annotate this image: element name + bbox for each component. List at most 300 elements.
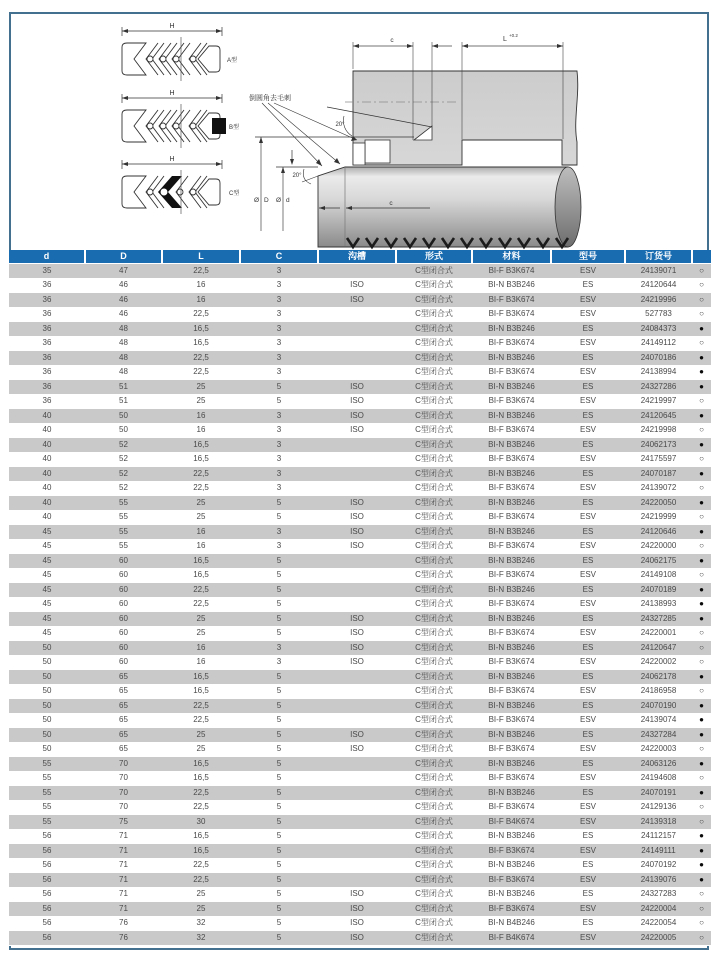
cell-C: 5 xyxy=(240,887,318,902)
cell-material: BI-F B3K674 xyxy=(472,264,551,279)
availability-dot: ○ xyxy=(692,684,711,699)
cell-L: 16 xyxy=(162,409,240,424)
cell-groove xyxy=(318,351,396,366)
table-row xyxy=(9,467,711,482)
cell-L: 25 xyxy=(162,902,240,917)
table-row xyxy=(9,409,711,424)
table-row xyxy=(9,800,711,815)
cell-C: 3 xyxy=(240,525,318,540)
cell-D: 76 xyxy=(85,931,162,946)
cell-material: BI-N B3B246 xyxy=(472,322,551,337)
cell-d: 45 xyxy=(9,554,85,569)
cell-L: 22,5 xyxy=(162,307,240,322)
col-header-L: L xyxy=(162,250,240,264)
cell-groove: ISO xyxy=(318,916,396,931)
cell-material: BI-N B3B246 xyxy=(472,641,551,656)
cell-type: C型闭合式 xyxy=(396,525,472,540)
cell-type: C型闭合式 xyxy=(396,641,472,656)
availability-dot: ○ xyxy=(692,771,711,786)
cell-D: 52 xyxy=(85,467,162,482)
cell-type: C型闭合式 xyxy=(396,699,472,714)
cell-L: 22,5 xyxy=(162,699,240,714)
cell-D: 55 xyxy=(85,525,162,540)
cell-order-no: 24070192 xyxy=(625,858,692,873)
table-row xyxy=(9,786,711,801)
cell-d: 50 xyxy=(9,684,85,699)
cell-type: C型闭合式 xyxy=(396,916,472,931)
cell-D: 60 xyxy=(85,554,162,569)
cell-d: 40 xyxy=(9,481,85,496)
cell-L: 16,5 xyxy=(162,670,240,685)
cell-order-no: 24149111 xyxy=(625,844,692,859)
cell-model: ESV xyxy=(551,742,625,757)
cell-model: ES xyxy=(551,612,625,627)
cell-type: C型闭合式 xyxy=(396,481,472,496)
cell-order-no: 24194608 xyxy=(625,771,692,786)
col-header-C: C xyxy=(240,250,318,264)
cell-groove xyxy=(318,438,396,453)
table-row xyxy=(9,438,711,453)
cell-L: 32 xyxy=(162,931,240,946)
cell-C: 5 xyxy=(240,394,318,409)
cell-model: ES xyxy=(551,699,625,714)
cell-groove xyxy=(318,568,396,583)
cell-material: BI-N B3B246 xyxy=(472,496,551,511)
cell-type: C型闭合式 xyxy=(396,612,472,627)
table-row xyxy=(9,365,711,380)
cell-C: 3 xyxy=(240,655,318,670)
cell-C: 5 xyxy=(240,844,318,859)
cell-material: BI-N B3B246 xyxy=(472,887,551,902)
availability-dot: ● xyxy=(692,699,711,714)
cell-type: C型闭合式 xyxy=(396,278,472,293)
table-row xyxy=(9,670,711,685)
cell-type: C型闭合式 xyxy=(396,452,472,467)
cell-d: 50 xyxy=(9,699,85,714)
cell-model: ES xyxy=(551,380,625,395)
cell-model: ES xyxy=(551,728,625,743)
availability-dot: ● xyxy=(692,713,711,728)
availability-dot: ○ xyxy=(692,568,711,583)
cell-D: 52 xyxy=(85,481,162,496)
cell-D: 51 xyxy=(85,380,162,395)
availability-dot: ● xyxy=(692,873,711,888)
cell-L: 16 xyxy=(162,655,240,670)
cell-type: C型闭合式 xyxy=(396,351,472,366)
cell-C: 5 xyxy=(240,771,318,786)
cell-material: BI-N B3B246 xyxy=(472,786,551,801)
rod xyxy=(318,167,568,247)
table-row xyxy=(9,293,711,308)
cell-order-no: 24120646 xyxy=(625,525,692,540)
cell-d: 56 xyxy=(9,931,85,946)
cell-material: BI-F B3K674 xyxy=(472,742,551,757)
cell-type: C型闭合式 xyxy=(396,539,472,554)
table-row xyxy=(9,844,711,859)
cell-type: C型闭合式 xyxy=(396,800,472,815)
cell-D: 70 xyxy=(85,757,162,772)
cell-groove xyxy=(318,264,396,279)
cell-model: ESV xyxy=(551,264,625,279)
cell-material: BI-F B3K674 xyxy=(472,873,551,888)
cell-order-no: 24129136 xyxy=(625,800,692,815)
cell-L: 16,5 xyxy=(162,757,240,772)
cell-C: 5 xyxy=(240,612,318,627)
cell-material: BI-F B3K674 xyxy=(472,568,551,583)
cell-material: BI-N B3B246 xyxy=(472,554,551,569)
cell-d: 40 xyxy=(9,438,85,453)
cell-L: 22,5 xyxy=(162,264,240,279)
cell-d: 40 xyxy=(9,409,85,424)
cell-C: 3 xyxy=(240,278,318,293)
dia-inner-label: d xyxy=(286,197,290,204)
cell-order-no: 24062173 xyxy=(625,438,692,453)
availability-dot: ○ xyxy=(692,510,711,525)
cell-material: BI-F B3K674 xyxy=(472,452,551,467)
availability-dot: ● xyxy=(692,409,711,424)
cell-groove: ISO xyxy=(318,278,396,293)
cell-D: 48 xyxy=(85,365,162,380)
cell-order-no: 24327283 xyxy=(625,887,692,902)
table-row xyxy=(9,873,711,888)
cell-groove xyxy=(318,800,396,815)
cell-D: 60 xyxy=(85,612,162,627)
cell-material: BI-N B3B246 xyxy=(472,467,551,482)
cell-L: 32 xyxy=(162,916,240,931)
cell-model: ESV xyxy=(551,365,625,380)
cell-model: ESV xyxy=(551,539,625,554)
cell-order-no: 24120647 xyxy=(625,641,692,656)
cell-model: ES xyxy=(551,670,625,685)
cell-order-no: 24139071 xyxy=(625,264,692,279)
profile-a-dim-label: H xyxy=(169,23,175,30)
availability-dot: ○ xyxy=(692,655,711,670)
cell-material: BI-N B3B246 xyxy=(472,438,551,453)
availability-dot: ○ xyxy=(692,641,711,656)
dia-inner-symbol: Ø xyxy=(275,197,281,204)
cell-model: ESV xyxy=(551,931,625,946)
cell-material: BI-N B3B246 xyxy=(472,351,551,366)
cell-D: 65 xyxy=(85,699,162,714)
cell-C: 3 xyxy=(240,481,318,496)
cell-groove xyxy=(318,336,396,351)
cell-model: ES xyxy=(551,916,625,931)
cell-type: C型闭合式 xyxy=(396,394,472,409)
availability-dot: ○ xyxy=(692,902,711,917)
cell-material: BI-F B3K674 xyxy=(472,481,551,496)
cell-d: 45 xyxy=(9,612,85,627)
cell-type: C型闭合式 xyxy=(396,931,472,946)
profile-b-dim-label: H xyxy=(169,90,175,97)
col-header-groove: 沟槽 xyxy=(318,250,396,264)
cell-D: 48 xyxy=(85,336,162,351)
cell-groove xyxy=(318,771,396,786)
cell-C: 3 xyxy=(240,322,318,337)
cell-order-no: 24327284 xyxy=(625,728,692,743)
cell-C: 3 xyxy=(240,641,318,656)
availability-dot: ● xyxy=(692,554,711,569)
cell-C: 3 xyxy=(240,438,318,453)
cell-D: 65 xyxy=(85,728,162,743)
catalog-table-wrap xyxy=(9,250,711,946)
cell-type: C型闭合式 xyxy=(396,365,472,380)
profile-a-drawing xyxy=(122,23,237,81)
cell-model: ES xyxy=(551,322,625,337)
availability-dot: ○ xyxy=(692,278,711,293)
cell-L: 16,5 xyxy=(162,336,240,351)
cell-d: 36 xyxy=(9,322,85,337)
cell-D: 65 xyxy=(85,713,162,728)
cell-model: ESV xyxy=(551,481,625,496)
cell-groove xyxy=(318,670,396,685)
cell-material: BI-N B3B246 xyxy=(472,525,551,540)
availability-dot: ○ xyxy=(692,815,711,830)
cell-model: ES xyxy=(551,829,625,844)
cell-C: 5 xyxy=(240,931,318,946)
cell-C: 5 xyxy=(240,597,318,612)
table-row xyxy=(9,539,711,554)
cell-C: 5 xyxy=(240,510,318,525)
cell-material: BI-N B3B246 xyxy=(472,829,551,844)
cell-order-no: 24327285 xyxy=(625,612,692,627)
table-row xyxy=(9,307,711,322)
cell-d: 45 xyxy=(9,525,85,540)
cell-L: 25 xyxy=(162,496,240,511)
cell-order-no: 527783 xyxy=(625,307,692,322)
cell-groove: ISO xyxy=(318,641,396,656)
cell-type: C型闭合式 xyxy=(396,815,472,830)
cell-order-no: 24219999 xyxy=(625,510,692,525)
cell-order-no: 24112157 xyxy=(625,829,692,844)
cell-L: 16 xyxy=(162,525,240,540)
cell-L: 16,5 xyxy=(162,829,240,844)
cell-model: ES xyxy=(551,496,625,511)
cell-d: 35 xyxy=(9,264,85,279)
cell-D: 60 xyxy=(85,641,162,656)
table-row xyxy=(9,742,711,757)
cell-d: 56 xyxy=(9,916,85,931)
cell-d: 50 xyxy=(9,655,85,670)
cell-C: 5 xyxy=(240,728,318,743)
cell-d: 40 xyxy=(9,423,85,438)
cell-D: 60 xyxy=(85,568,162,583)
cell-C: 5 xyxy=(240,742,318,757)
col-header-model: 型号 xyxy=(551,250,625,264)
cell-L: 22,5 xyxy=(162,713,240,728)
cell-d: 50 xyxy=(9,713,85,728)
cell-model: ES xyxy=(551,757,625,772)
cell-order-no: 24070186 xyxy=(625,351,692,366)
cell-model: ESV xyxy=(551,394,625,409)
cell-D: 55 xyxy=(85,510,162,525)
cell-C: 3 xyxy=(240,365,318,380)
profile-b-label: B型 xyxy=(229,125,240,131)
cell-D: 50 xyxy=(85,409,162,424)
cell-D: 50 xyxy=(85,423,162,438)
cell-material: BI-N B3B246 xyxy=(472,670,551,685)
availability-dot: ○ xyxy=(692,800,711,815)
table-row xyxy=(9,380,711,395)
cell-D: 70 xyxy=(85,800,162,815)
cell-groove xyxy=(318,815,396,830)
cell-d: 56 xyxy=(9,844,85,859)
availability-dot: ● xyxy=(692,728,711,743)
cell-type: C型闭合式 xyxy=(396,554,472,569)
cell-type: C型闭合式 xyxy=(396,670,472,685)
cell-L: 22,5 xyxy=(162,365,240,380)
cell-model: ESV xyxy=(551,307,625,322)
table-row xyxy=(9,510,711,525)
cell-d: 36 xyxy=(9,351,85,366)
cell-d: 36 xyxy=(9,394,85,409)
cell-order-no: 24139318 xyxy=(625,815,692,830)
cell-material: BI-F B3K674 xyxy=(472,771,551,786)
cell-L: 25 xyxy=(162,887,240,902)
table-row xyxy=(9,626,711,641)
cell-order-no: 24219997 xyxy=(625,394,692,409)
cell-material: BI-F B3K674 xyxy=(472,539,551,554)
cell-order-no: 24220000 xyxy=(625,539,692,554)
cell-model: ESV xyxy=(551,873,625,888)
profile-c-drawing xyxy=(122,156,239,214)
cell-order-no: 24327286 xyxy=(625,380,692,395)
table-row xyxy=(9,612,711,627)
cell-D: 46 xyxy=(85,278,162,293)
cell-order-no: 24062175 xyxy=(625,554,692,569)
cell-groove: ISO xyxy=(318,539,396,554)
dia-outer-label: D xyxy=(264,197,269,204)
cell-L: 22,5 xyxy=(162,467,240,482)
cell-model: ESV xyxy=(551,510,625,525)
assembly-drawing xyxy=(249,33,581,247)
table-row xyxy=(9,278,711,293)
cell-L: 25 xyxy=(162,510,240,525)
cell-material: BI-F B3K674 xyxy=(472,510,551,525)
cell-order-no: 24186958 xyxy=(625,684,692,699)
cell-L: 16,5 xyxy=(162,322,240,337)
cell-model: ESV xyxy=(551,713,625,728)
cell-L: 22,5 xyxy=(162,351,240,366)
cell-groove xyxy=(318,467,396,482)
cell-L: 22,5 xyxy=(162,800,240,815)
cell-C: 3 xyxy=(240,264,318,279)
cell-model: ES xyxy=(551,467,625,482)
cell-d: 36 xyxy=(9,307,85,322)
cell-type: C型闭合式 xyxy=(396,322,472,337)
table-row xyxy=(9,902,711,917)
cell-C: 5 xyxy=(240,786,318,801)
cell-L: 16,5 xyxy=(162,771,240,786)
cell-material: BI-N B3B246 xyxy=(472,583,551,598)
availability-dot: ○ xyxy=(692,336,711,351)
dim-c-rod-label: c xyxy=(389,200,393,207)
cell-C: 5 xyxy=(240,496,318,511)
cell-L: 16 xyxy=(162,278,240,293)
col-header-order-no: 订货号 xyxy=(625,250,692,264)
cell-D: 52 xyxy=(85,438,162,453)
cell-material: BI-N B3B246 xyxy=(472,380,551,395)
availability-dot: ● xyxy=(692,858,711,873)
cell-D: 46 xyxy=(85,307,162,322)
availability-dot: ○ xyxy=(692,626,711,641)
cell-C: 3 xyxy=(240,423,318,438)
cell-L: 16 xyxy=(162,641,240,656)
cell-order-no: 24120644 xyxy=(625,278,692,293)
profile-c-dim-label: H xyxy=(169,156,175,163)
cell-model: ESV xyxy=(551,902,625,917)
table-body xyxy=(9,264,711,946)
cell-groove xyxy=(318,858,396,873)
cell-material: BI-F B3K674 xyxy=(472,307,551,322)
cell-C: 5 xyxy=(240,829,318,844)
cell-C: 5 xyxy=(240,626,318,641)
cell-groove xyxy=(318,873,396,888)
cell-type: C型闭合式 xyxy=(396,728,472,743)
cell-model: ESV xyxy=(551,293,625,308)
cell-d: 36 xyxy=(9,278,85,293)
cell-order-no: 24063126 xyxy=(625,757,692,772)
cell-groove: ISO xyxy=(318,728,396,743)
cell-d: 40 xyxy=(9,510,85,525)
table-row xyxy=(9,496,711,511)
cell-order-no: 24070190 xyxy=(625,699,692,714)
cell-groove: ISO xyxy=(318,423,396,438)
cell-C: 5 xyxy=(240,873,318,888)
cell-d: 40 xyxy=(9,496,85,511)
cell-type: C型闭合式 xyxy=(396,786,472,801)
cell-d: 50 xyxy=(9,641,85,656)
cell-model: ESV xyxy=(551,815,625,830)
table-row xyxy=(9,394,711,409)
cell-order-no: 24220002 xyxy=(625,655,692,670)
cell-d: 55 xyxy=(9,757,85,772)
table-row xyxy=(9,771,711,786)
cell-d: 56 xyxy=(9,887,85,902)
availability-dot: ○ xyxy=(692,887,711,902)
cell-C: 5 xyxy=(240,858,318,873)
availability-dot: ○ xyxy=(692,452,711,467)
cell-groove: ISO xyxy=(318,525,396,540)
availability-dot: ● xyxy=(692,583,711,598)
availability-dot: ● xyxy=(692,597,711,612)
cell-order-no: 24139074 xyxy=(625,713,692,728)
cell-D: 70 xyxy=(85,771,162,786)
cell-L: 16,5 xyxy=(162,684,240,699)
cell-D: 60 xyxy=(85,583,162,598)
cell-type: C型闭合式 xyxy=(396,844,472,859)
cell-C: 5 xyxy=(240,800,318,815)
cell-material: BI-N B3B246 xyxy=(472,728,551,743)
cell-type: C型闭合式 xyxy=(396,568,472,583)
cell-type: C型闭合式 xyxy=(396,510,472,525)
cell-C: 3 xyxy=(240,452,318,467)
table-row xyxy=(9,641,711,656)
cell-groove xyxy=(318,757,396,772)
cell-D: 71 xyxy=(85,887,162,902)
cell-material: BI-N B3B246 xyxy=(472,409,551,424)
table-row xyxy=(9,728,711,743)
cell-type: C型闭合式 xyxy=(396,409,472,424)
cell-groove xyxy=(318,307,396,322)
cell-C: 5 xyxy=(240,684,318,699)
cell-order-no: 24220050 xyxy=(625,496,692,511)
cell-model: ES xyxy=(551,641,625,656)
availability-dot: ● xyxy=(692,670,711,685)
cell-order-no: 24220054 xyxy=(625,916,692,931)
cell-type: C型闭合式 xyxy=(396,757,472,772)
cell-L: 25 xyxy=(162,380,240,395)
cell-material: BI-F B3K674 xyxy=(472,423,551,438)
